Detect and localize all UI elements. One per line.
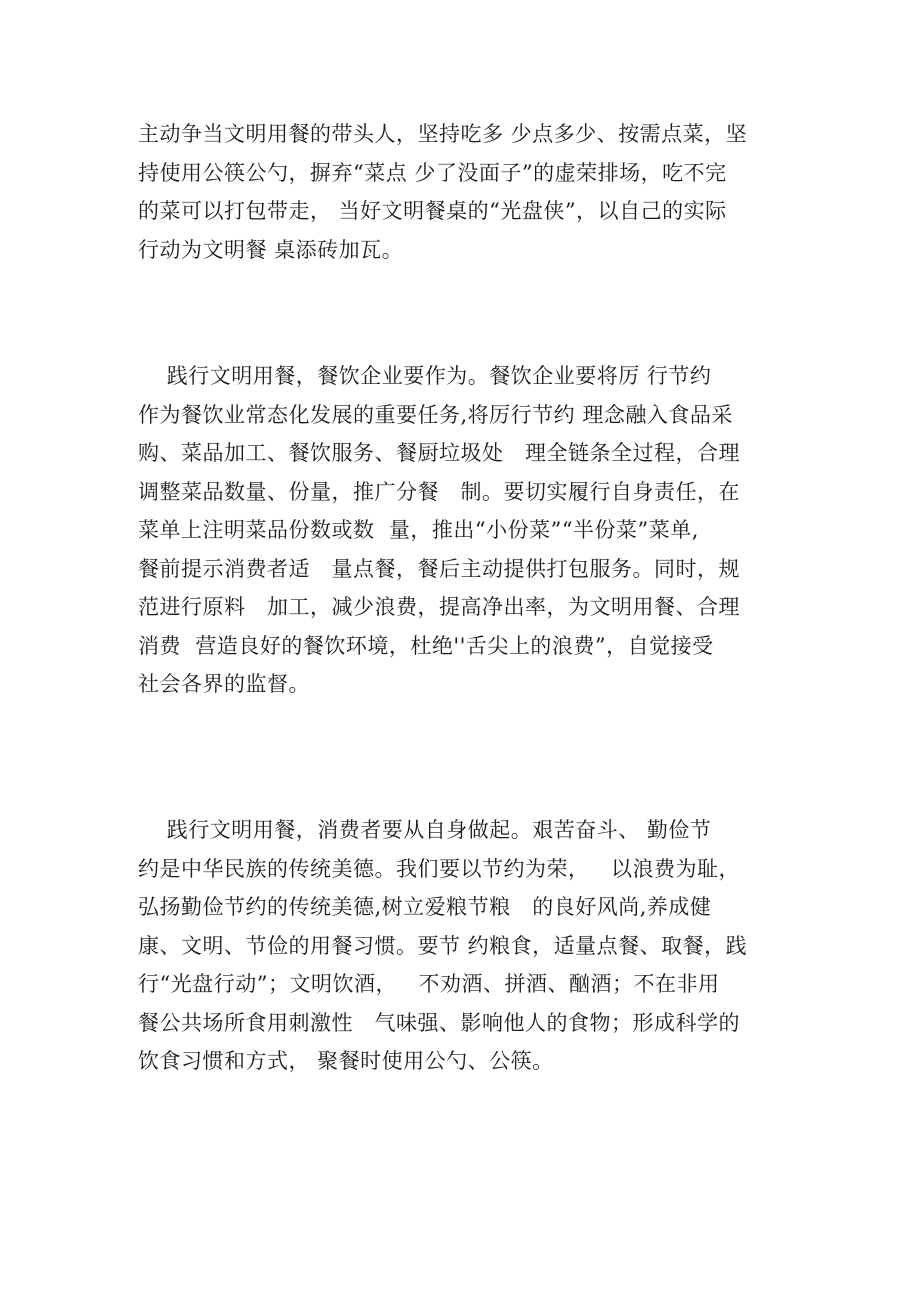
- text-line: 购、菜品加工、餐饮服务、餐厨垃圾处 理全链条全过程，合理: [138, 441, 741, 465]
- text-line: 消费 营造良好的餐饮环境，杜绝''舌尖上的浪费”，自觉接受: [138, 633, 714, 658]
- text-line: 调整菜品数量、份量，推广分餐 制。要切实履行自身责任，在: [138, 479, 741, 504]
- text-line: 菜单上注明菜品份数或数 量，推出“小份菜”“半份菜”菜单,: [138, 518, 699, 542]
- paragraph-1: [138, 115, 798, 269]
- text-line: 践行文明用餐，消费者要从自身做起。艰苦奋斗、 勤俭节: [138, 818, 712, 842]
- text-line: 约是中华民族的传统美德。我们要以节约为荣， 以浪费为耻，: [138, 856, 741, 881]
- text-line: 餐公共场所食用刺激性 气味强、影响他人的食物；形成科学的: [138, 1010, 741, 1035]
- text-line: 饮食习惯和方式， 聚餐时使用公勺、公筷。: [138, 1049, 554, 1073]
- text-line: 践行文明用餐，餐饮企业要作为。餐饮企业要将厉 行节约: [138, 364, 712, 388]
- text-line: 餐前提示消费者适 量点餐，餐后主动提供打包服务。同时，规: [138, 556, 741, 581]
- text-line: 康、文明、节俭的用餐习惯。要节 约粮食，适量点餐、取餐，践: [138, 933, 748, 958]
- text-line: 作为餐饮业常态化发展的重要任务,将厉行节约 理念融入食品采: [138, 402, 733, 427]
- text-line: 范进行原料 加工，减少浪费，提高净出率，为文明用餐、合理: [138, 595, 741, 619]
- text-line: 主动争当文明用餐的带头人，坚持吃多 少点多少、按需点菜，坚: [138, 122, 748, 146]
- text-line: 的菜可以打包带走， 当好文明餐桌的“光盘侠”，以自己的实际: [138, 199, 727, 223]
- text-line: 社会各界的监督。: [138, 672, 310, 696]
- text-line: 持使用公筷公勺，摒弃“菜点 少了没面子”的虚荣排场，吃不完: [138, 160, 727, 185]
- text-line: 弘扬勤俭节约的传统美德,树立爱粮节粮 的良好风尚,养成健: [138, 895, 712, 919]
- text-line: 行动为文明餐 桌添砖加瓦。: [138, 237, 404, 262]
- text-line: 行“光盘行动”；文明饮酒， 不劝酒、拼酒、酗酒；不在非用: [138, 972, 720, 996]
- paragraph-2: [138, 357, 798, 704]
- paragraph-3: [138, 811, 798, 1081]
